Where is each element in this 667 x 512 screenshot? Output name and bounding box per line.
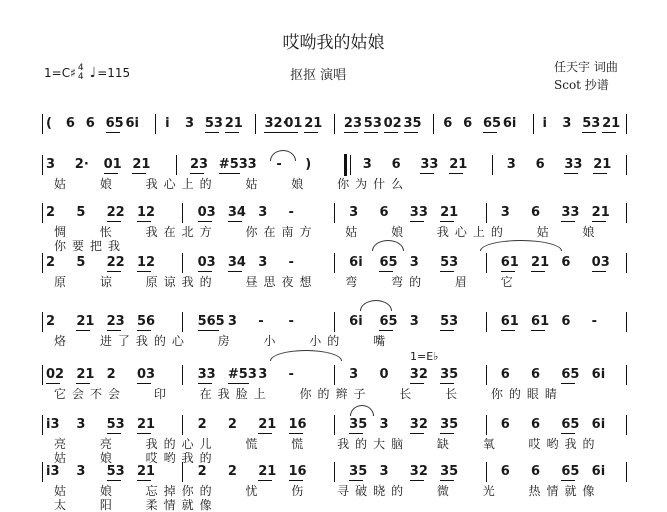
beam — [225, 132, 239, 133]
bar-line — [626, 203, 627, 223]
time-signature-bottom: 4 — [77, 72, 84, 82]
lyric-line: 姑 娘 我心上的 姑 娘 你为什么 — [54, 177, 410, 191]
beam — [440, 480, 454, 481]
bar-line — [42, 462, 43, 482]
note-group: 21 — [440, 205, 459, 220]
note-group: i3 — [46, 464, 60, 479]
beam — [349, 480, 363, 481]
note-group: 32 — [409, 367, 428, 382]
note-group: 6i — [125, 116, 139, 131]
note-group: 53 — [106, 464, 125, 479]
note-group: 2 — [46, 255, 56, 270]
note-group: 32· — [264, 116, 288, 131]
note-group: 32 — [409, 464, 428, 479]
note-group: 21 — [76, 367, 95, 382]
note-group: 6 — [463, 116, 473, 131]
note-group: i3 — [46, 417, 60, 432]
bar-line — [486, 253, 487, 273]
bar-line — [182, 415, 183, 435]
song-title: 哎呦我的姑娘 — [282, 33, 385, 53]
beam — [107, 480, 121, 481]
beam — [137, 480, 151, 481]
bar-line — [42, 365, 43, 385]
beam — [440, 221, 454, 222]
bar-line — [182, 462, 183, 482]
note-group: 03 — [197, 205, 216, 220]
beam — [258, 433, 272, 434]
note-group: 35 — [440, 464, 459, 479]
note-group: 0 — [379, 367, 389, 382]
note-group: 34 — [227, 205, 246, 220]
beam — [107, 330, 121, 331]
beam — [137, 221, 151, 222]
beam — [137, 330, 151, 331]
note-group: 01 — [284, 116, 303, 131]
note-group: 3 — [349, 367, 359, 382]
note-group: 6 — [85, 116, 95, 131]
tempo-value: =115 — [97, 66, 131, 80]
key-change: 1=E♭ — [410, 350, 439, 363]
note-group: - — [258, 314, 264, 329]
note-group: 21 — [602, 116, 621, 131]
note-group: 56 — [136, 314, 156, 329]
beam — [107, 433, 121, 434]
note-group: 3 — [76, 417, 86, 432]
note-group: 21 — [224, 116, 243, 131]
bar-line — [486, 415, 487, 435]
note-group: - — [288, 255, 294, 270]
note-group: 6 — [65, 116, 75, 131]
note-group: 35 — [440, 367, 459, 382]
beam — [420, 173, 434, 174]
bar-line — [626, 253, 627, 273]
note-group: 61 — [500, 255, 519, 270]
note-group: 3 — [379, 417, 389, 432]
note-group: ) — [305, 157, 312, 172]
note-group: 35 — [403, 116, 422, 131]
note-group: 6 — [531, 464, 541, 479]
note-group: 3 — [506, 157, 516, 172]
bar-line — [176, 155, 177, 175]
note-group: - — [288, 205, 294, 220]
beam — [483, 132, 497, 133]
bar-line — [533, 114, 534, 134]
bar-line — [42, 203, 43, 223]
note-group: 12 — [136, 255, 156, 270]
note-group: 6 — [500, 367, 510, 382]
bar-line — [492, 155, 493, 175]
note-group: 3 — [379, 464, 389, 479]
beam — [198, 383, 212, 384]
repeat-start — [344, 154, 347, 176]
note-group: 65 — [561, 417, 580, 432]
beam — [76, 383, 90, 384]
bar-line — [42, 415, 43, 435]
note-group: 3 — [362, 157, 372, 172]
note-group: 3 — [409, 314, 419, 329]
note-group: 21 — [591, 205, 610, 220]
note-group: 3 — [500, 205, 510, 220]
note-group: 21 — [136, 464, 156, 479]
beam — [132, 173, 146, 174]
beam — [440, 433, 454, 434]
beam — [561, 383, 575, 384]
note-group: 6 — [500, 417, 510, 432]
note-group: 65 — [105, 116, 124, 131]
note-group: 2 — [106, 367, 116, 382]
note-group: 5 — [76, 255, 86, 270]
note-group: 2· — [74, 157, 89, 172]
beam — [190, 173, 204, 174]
beam — [205, 132, 219, 133]
beam — [284, 132, 298, 133]
beam — [76, 330, 90, 331]
tie-slur — [270, 350, 342, 361]
bar-line — [42, 114, 43, 134]
note-group: 22 — [106, 255, 125, 270]
note-group: 21 — [531, 255, 550, 270]
note-group: 02 — [383, 116, 402, 131]
note-group: 02 — [46, 367, 65, 382]
tie-slur — [360, 300, 392, 311]
beam — [440, 383, 454, 384]
note-group: 6 — [531, 205, 541, 220]
note-group: 21 — [258, 417, 277, 432]
time-signature-top: 4 — [77, 63, 84, 73]
beam — [592, 271, 606, 272]
note-group: 2 — [46, 205, 56, 220]
note-group: 33 — [420, 157, 439, 172]
note-group: 6i — [349, 314, 363, 329]
beam — [561, 433, 575, 434]
beam — [531, 271, 545, 272]
credit-lyrics-music: 任天宇 词曲 — [554, 60, 618, 74]
bar-line — [334, 203, 335, 223]
note-group: 2 — [197, 417, 207, 432]
bar-line — [334, 253, 335, 273]
beam — [449, 173, 463, 174]
bar-line — [334, 312, 335, 332]
note-group: 21 — [136, 417, 156, 432]
bar-line — [334, 462, 335, 482]
bar-line — [334, 365, 335, 385]
beam — [289, 433, 303, 434]
note-group: 53 — [440, 255, 459, 270]
note-group: 33 — [197, 367, 216, 382]
beam — [228, 383, 249, 384]
beam — [304, 132, 318, 133]
note-group: 23 — [106, 314, 125, 329]
bar-line — [155, 114, 156, 134]
lyric-line: 亮 亮 我的心儿 慌 慌 我的大脑 缺 氧 哎哟我的 姑 娘 哎哟我的 — [54, 437, 601, 465]
beam — [349, 433, 363, 434]
beam — [364, 132, 378, 133]
note-group: 2 — [197, 464, 207, 479]
note-group: 3 — [258, 255, 268, 270]
bar-line — [433, 114, 434, 134]
credit-transcriber: Scot 抄谱 — [554, 78, 609, 92]
note-group: i — [542, 116, 548, 131]
note-group: 34 — [227, 255, 246, 270]
note-group: 33 — [561, 205, 580, 220]
bar-line — [626, 462, 627, 482]
beam — [198, 330, 219, 331]
note-group: 33 — [564, 157, 583, 172]
note-group: 21 — [593, 157, 612, 172]
beam — [379, 330, 393, 331]
beam — [137, 383, 151, 384]
note-group: 03 — [136, 367, 156, 382]
beam — [137, 433, 151, 434]
note-group: 03 — [197, 255, 216, 270]
bar-line — [626, 114, 627, 134]
beam — [228, 271, 242, 272]
key-tempo-header — [44, 64, 130, 82]
note-group: 22 — [106, 205, 125, 220]
note-group: 53 — [204, 116, 223, 131]
beam — [198, 221, 212, 222]
note-group: 53 — [440, 314, 459, 329]
note-group: 3 — [185, 116, 195, 131]
lyric-line: 它会不会 印 在我脸上 你的辫子 长 长 你的眼睛 — [54, 387, 563, 401]
bar-line — [486, 365, 487, 385]
note-group: 23 — [190, 157, 209, 172]
tie-slur — [270, 150, 296, 161]
note-group: 53 — [582, 116, 601, 131]
note-group: ( — [46, 116, 52, 131]
note-group: 6 — [379, 205, 389, 220]
note-group: 65 — [561, 464, 580, 479]
time-signature — [78, 64, 84, 82]
note-group: 3 — [76, 464, 86, 479]
note-group: 565 — [197, 314, 225, 329]
note-group: 16 — [288, 464, 307, 479]
beam — [564, 173, 578, 174]
note-group: 3 — [247, 157, 257, 172]
note-group: 21 — [132, 157, 151, 172]
note-group: 21 — [76, 314, 95, 329]
bar-line — [42, 312, 43, 332]
note-group: 65 — [379, 314, 398, 329]
note-group: 35 — [349, 464, 368, 479]
note-group: - — [276, 157, 282, 172]
beam — [106, 132, 120, 133]
beam — [593, 173, 607, 174]
note-group: 6i — [502, 116, 517, 131]
note-group: 2 — [46, 314, 56, 329]
tie-slur — [350, 405, 374, 416]
bar-line — [334, 114, 335, 134]
bar-line — [42, 253, 43, 273]
note-group: 6 — [561, 255, 571, 270]
note-group: 61 — [531, 314, 550, 329]
bar-line — [350, 155, 351, 175]
note-group: 6 — [535, 157, 545, 172]
note-group: 3 — [562, 116, 572, 131]
bar-line — [626, 415, 627, 435]
beam — [107, 271, 121, 272]
bar-line — [42, 155, 43, 175]
note-group: 65 — [482, 116, 502, 131]
note-group: 53 — [363, 116, 382, 131]
bar-line — [486, 203, 487, 223]
note-group: 23 — [343, 116, 363, 131]
beam — [582, 132, 596, 133]
note-group: 65 — [561, 367, 580, 382]
beam — [137, 271, 151, 272]
note-group: 03 — [591, 255, 610, 270]
note-group: 32 — [409, 417, 428, 432]
note-group: - — [288, 367, 294, 382]
bar-line — [334, 415, 335, 435]
note-group: #53 — [227, 367, 257, 382]
beam — [344, 132, 358, 133]
beam — [384, 132, 398, 133]
bar-line — [626, 365, 627, 385]
note-group: 61 — [500, 314, 519, 329]
note-group: 6 — [500, 464, 510, 479]
bar-line — [486, 462, 487, 482]
bar-line — [486, 312, 487, 332]
note-group: - — [591, 314, 598, 329]
note-group: 6 — [443, 116, 453, 131]
beam — [264, 132, 285, 133]
lyric-line: 烙 进了我的心 房 小 小的 嘴 — [54, 334, 392, 348]
note-group: 6i — [349, 255, 363, 270]
beam — [258, 480, 272, 481]
bar-line — [626, 312, 627, 332]
beam — [602, 132, 616, 133]
note-group: 65 — [379, 255, 398, 270]
beam — [410, 480, 424, 481]
note-group: 21 — [304, 116, 323, 131]
note-group: 16 — [288, 417, 307, 432]
bar-line — [626, 155, 627, 175]
note-group: - — [288, 314, 294, 329]
bar-line — [182, 365, 183, 385]
beam — [107, 221, 121, 222]
note-group: 3 — [349, 205, 359, 220]
note-group: 6 — [391, 157, 401, 172]
note-group: 21 — [258, 464, 277, 479]
beam — [440, 330, 454, 331]
beam — [219, 173, 240, 174]
lyric-line: 原 谅 原谅我的 昼思夜想 弯 弯的 眉 它 — [54, 275, 519, 289]
key-signature: 1=C♯ — [44, 66, 76, 80]
beam — [501, 330, 515, 331]
note-group: 35 — [349, 417, 368, 432]
beam — [198, 271, 212, 272]
note-group: 6 — [531, 367, 541, 382]
beam — [592, 221, 606, 222]
note-group: 12 — [136, 205, 156, 220]
note-group: 21 — [449, 157, 468, 172]
note-group: 6i — [591, 464, 606, 479]
beam — [531, 330, 545, 331]
beam — [379, 271, 393, 272]
bar-line — [182, 312, 183, 332]
note-group: 6i — [591, 417, 606, 432]
beam — [228, 221, 242, 222]
bar-line — [182, 253, 183, 273]
performer: 抠抠 演唱 — [290, 68, 347, 83]
note-group: 3 — [46, 157, 56, 172]
beam — [410, 221, 424, 222]
note-group: 2 — [227, 417, 237, 432]
note-group: 01 — [103, 157, 122, 172]
beam — [410, 383, 424, 384]
beam — [501, 271, 515, 272]
note-group: 3 — [258, 205, 268, 220]
note-group: 33 — [409, 205, 428, 220]
note-group: #53 — [218, 157, 248, 172]
note-group: 3 — [409, 255, 419, 270]
beam — [46, 383, 60, 384]
note-group: 6 — [531, 417, 541, 432]
lyric-line: 惆 怅 我在北方 你在南方 姑 娘 我心上的 姑 娘 你要把我 — [54, 225, 601, 253]
note-group: 53 — [106, 417, 125, 432]
bar-line — [182, 203, 183, 223]
note-group: 6 — [561, 314, 571, 329]
note-group: 2 — [227, 464, 237, 479]
beam — [440, 271, 454, 272]
note-group: 35 — [440, 417, 459, 432]
note-group: 6i — [591, 367, 606, 382]
bar-line — [255, 114, 256, 134]
quarter-note-icon: ♩ — [89, 65, 97, 81]
beam — [561, 480, 575, 481]
lyric-line: 姑 娘 忘掉你的 忧 伤 寻破晓的 微 光 热情就像 太 阳 柔情就像 — [54, 484, 601, 512]
beam — [289, 480, 303, 481]
note-group: 5 — [76, 205, 86, 220]
note-group: i — [165, 116, 170, 131]
beam — [404, 132, 418, 133]
note-group: 3 — [227, 314, 237, 329]
beam — [104, 173, 118, 174]
note-group: 3 — [258, 367, 268, 382]
beam — [410, 433, 424, 434]
beam — [561, 221, 575, 222]
